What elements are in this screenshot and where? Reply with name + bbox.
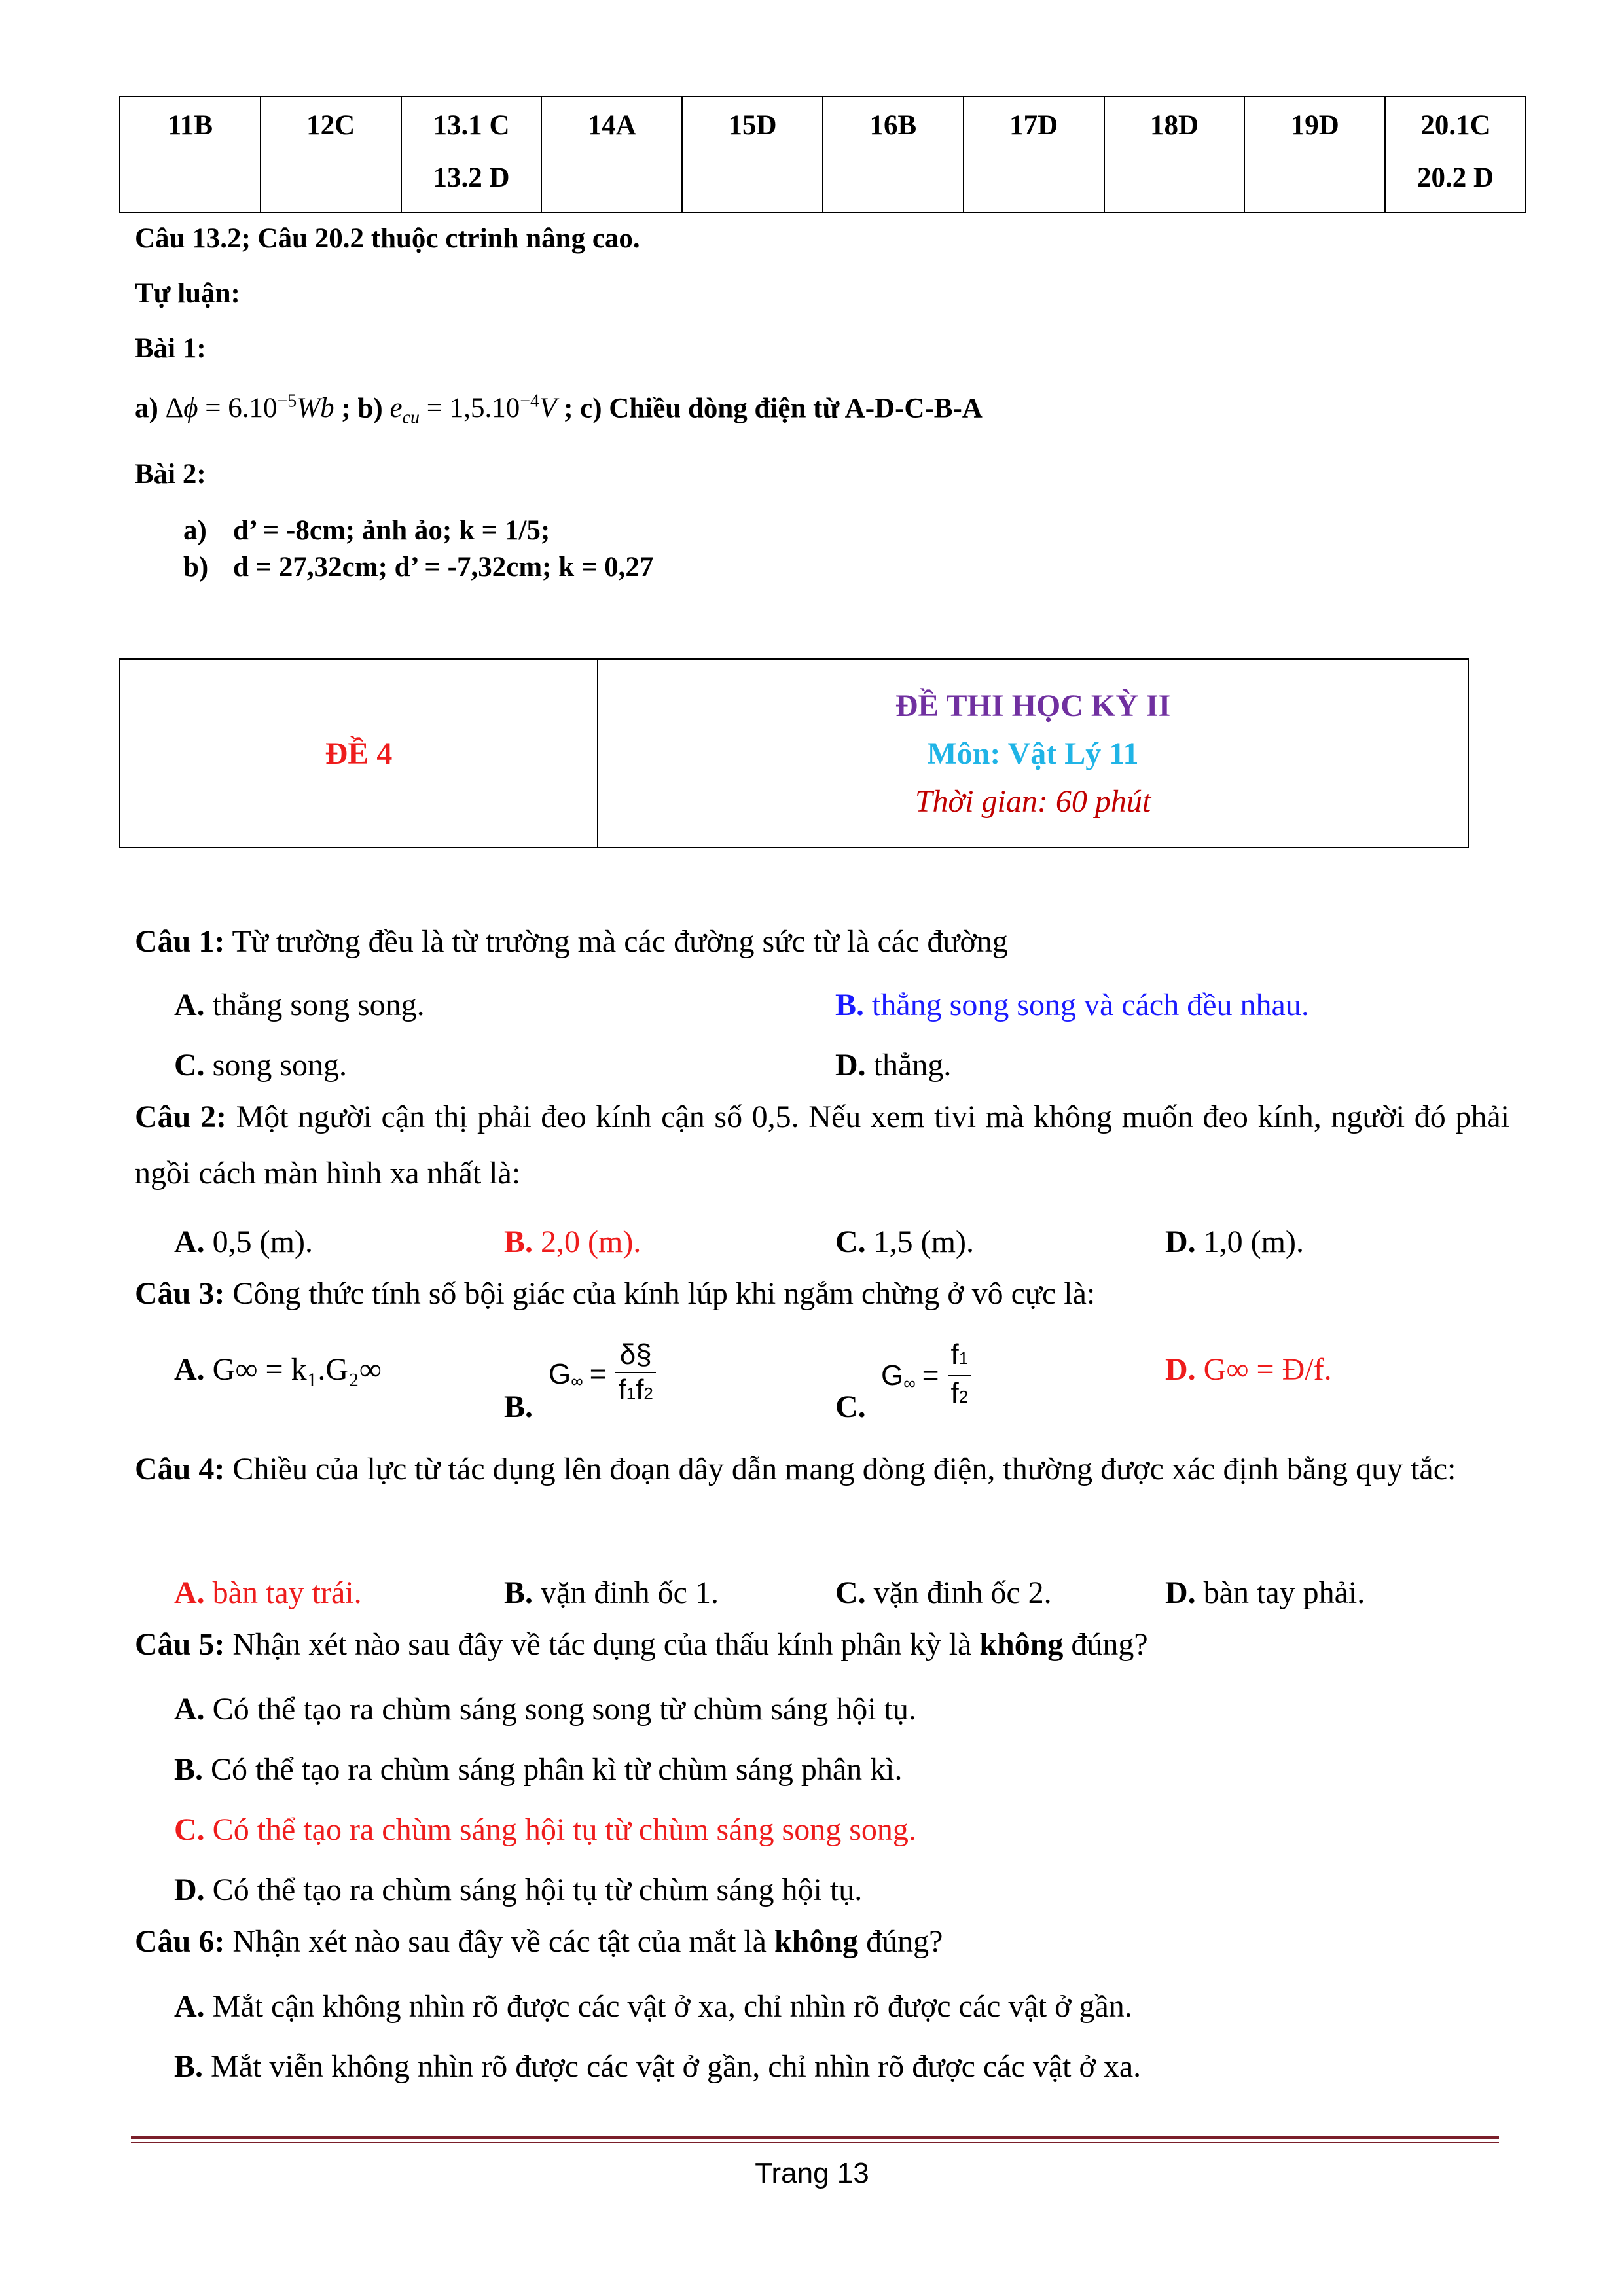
bai2-a-label: a) <box>183 515 207 546</box>
question-1 <box>135 914 1509 970</box>
essay-heading: Tự luận: <box>135 278 240 309</box>
answer-cell: 14A <box>541 96 682 213</box>
question-label: Câu 1: <box>135 924 225 959</box>
exam-code-cell <box>120 660 598 847</box>
answer-cell: 19D <box>1244 96 1385 213</box>
bai1-a-label: a) <box>135 393 158 424</box>
advanced-note: Câu 13.2; Câu 20.2 thuộc ctrinh nâng cao. <box>135 223 640 254</box>
q6-option-a: A. Mắt cận không nhìn rõ được các vật ở xa, chỉ nhìn rõ được các vật ở gần. <box>174 1989 1132 2024</box>
question-5: Câu 5: Nhận xét nào sau đây về tác dụng của thấu kính phân kỳ là không đúng? <box>135 1627 1148 1662</box>
answer-cell: 20.1C 20.2 D <box>1385 96 1526 213</box>
exam-header-box <box>119 658 1469 848</box>
q1-option-b: B. thẳng song song và cách đều nhau. <box>835 988 1309 1022</box>
q2-option-a: A. 0,5 (m). <box>174 1225 313 1259</box>
page-number: Trang 13 <box>755 2157 869 2189</box>
bai1-answer <box>135 391 983 429</box>
question-4 <box>135 1441 1509 1498</box>
answer-cell: 12C <box>261 96 401 213</box>
bai1-c-text: ; c) Chiều dòng điện từ A-D-C-B-A <box>556 393 983 424</box>
answer-cell: 17D <box>964 96 1104 213</box>
footer-rule-thin <box>131 2142 1499 2143</box>
q4-option-c: C. vặn đinh ốc 2. <box>835 1575 1052 1610</box>
q5-option-c: C. Có thể tạo ra chùm sáng hội tụ từ chùm sáng song song. <box>174 1812 916 1847</box>
answer-key-row <box>120 96 1526 213</box>
q2-option-d: D. 1,0 (m). <box>1165 1225 1304 1259</box>
fraction: $\frac{\delta\S}{f1f2}$ <box>615 1338 655 1410</box>
question-6: Câu 6: Nhận xét nào sau đây về các tật của mắt là không đúng? <box>135 1924 943 1959</box>
q5-option-a: A. Có thể tạo ra chùm sáng song song từ chùm sáng hội tụ. <box>174 1692 916 1727</box>
question-label: Câu 2: <box>135 1100 226 1134</box>
q2-option-b: B. 2,0 (m). <box>504 1225 641 1259</box>
exam-code: ĐỀ 4 <box>325 736 393 771</box>
question-text: Một người cận thị phải đeo kính cận số 0,5. Nếu xem tivi mà không muốn đeo kính, người đó phải ngồi cách màn hình xa nhất là: <box>135 1100 1510 1191</box>
emf-formula: $e_{cu} = 1,5.10^{-4}V$ <box>389 391 557 428</box>
bai2-b-label: b) <box>183 552 209 583</box>
fraction: $\frac{f1}{f2}$ <box>948 1338 971 1414</box>
q1-option-a: A. thẳng song song. <box>174 988 425 1022</box>
exam-subject: Môn: Vật Lý 11 <box>927 736 1139 771</box>
bai1-title: Bài 1: <box>135 333 206 364</box>
q1-option-c: C. song song. <box>174 1048 348 1083</box>
q4-option-a: A. bàn tay trái. <box>174 1575 362 1610</box>
q3-option-b-formula: G ∞ = $\frac{\delta\S}{f1f2}$ <box>549 1338 656 1410</box>
q2-option-c: C. 1,5 (m). <box>835 1225 974 1259</box>
q5-option-d: D. Có thể tạo ra chùm sáng hội tụ từ chùm sáng hội tụ. <box>174 1873 863 1907</box>
bai2-b-text: d = 27,32cm; d’ = -7,32cm; k = 0,27 <box>233 552 654 583</box>
question-text: Chiều của lực từ tác dụng lên đoạn dây dẫn mang dòng điện, thường được xác định bằng quy tắc: <box>225 1452 1456 1486</box>
question-label: Câu 5: <box>135 1627 225 1662</box>
answer-cell: 15D <box>682 96 823 213</box>
question-label: Câu 6: <box>135 1924 225 1959</box>
q6-option-b: B. Mắt viễn không nhìn rõ được các vật ở gần, chỉ nhìn rõ được các vật ở xa. <box>174 2049 1142 2084</box>
exam-info-cell <box>598 660 1468 847</box>
answer-cell: 11B <box>120 96 261 213</box>
q4-option-b: B. vặn đinh ốc 1. <box>504 1575 719 1610</box>
question-label: Câu 3: <box>135 1276 225 1311</box>
question-label: Câu 4: <box>135 1452 225 1486</box>
answer-key-table <box>119 96 1526 213</box>
exam-title: ĐỀ THI HỌC KỲ II <box>895 688 1171 723</box>
exam-time: Thời gian: 60 phút <box>914 783 1151 819</box>
q3-option-c-key: C. <box>835 1390 866 1424</box>
answer-cell: 18D <box>1104 96 1245 213</box>
question-3 <box>135 1266 1509 1322</box>
q3-option-b-key: B. <box>504 1390 533 1424</box>
answer-cell: 16B <box>823 96 964 213</box>
flux-formula: $\Delta\phi = 6.10^{-5}Wb$ <box>165 391 334 424</box>
question-2 <box>135 1089 1509 1202</box>
q5-option-b: B. Có thể tạo ra chùm sáng phân kì từ chùm sáng phân kì. <box>174 1752 903 1787</box>
footer-rule <box>131 2136 1499 2139</box>
q4-option-d: D. bàn tay phải. <box>1165 1575 1365 1610</box>
bai2-a-text: d’ = -8cm; ảnh ảo; k = 1/5; <box>233 515 550 546</box>
question-text: Công thức tính số bội giác của kính lúp khi ngắm chừng ở vô cực là: <box>225 1276 1096 1311</box>
q3-option-a: A. G∞ = k₁.G₂∞ <box>174 1352 382 1387</box>
q3-option-d: D. G∞ = Đ/f. <box>1165 1352 1332 1387</box>
bai1-b-label: ; b) <box>334 393 383 424</box>
q3-option-c-formula: G ∞ = $\frac{f1}{f2}$ <box>881 1338 971 1414</box>
q1-option-d: D. thẳng. <box>835 1048 952 1083</box>
bai2-title: Bài 2: <box>135 459 206 490</box>
answer-cell: 13.1 C 13.2 D <box>401 96 542 213</box>
question-text: Từ trường đều là từ trường mà các đường sức từ là các đường <box>225 924 1008 959</box>
